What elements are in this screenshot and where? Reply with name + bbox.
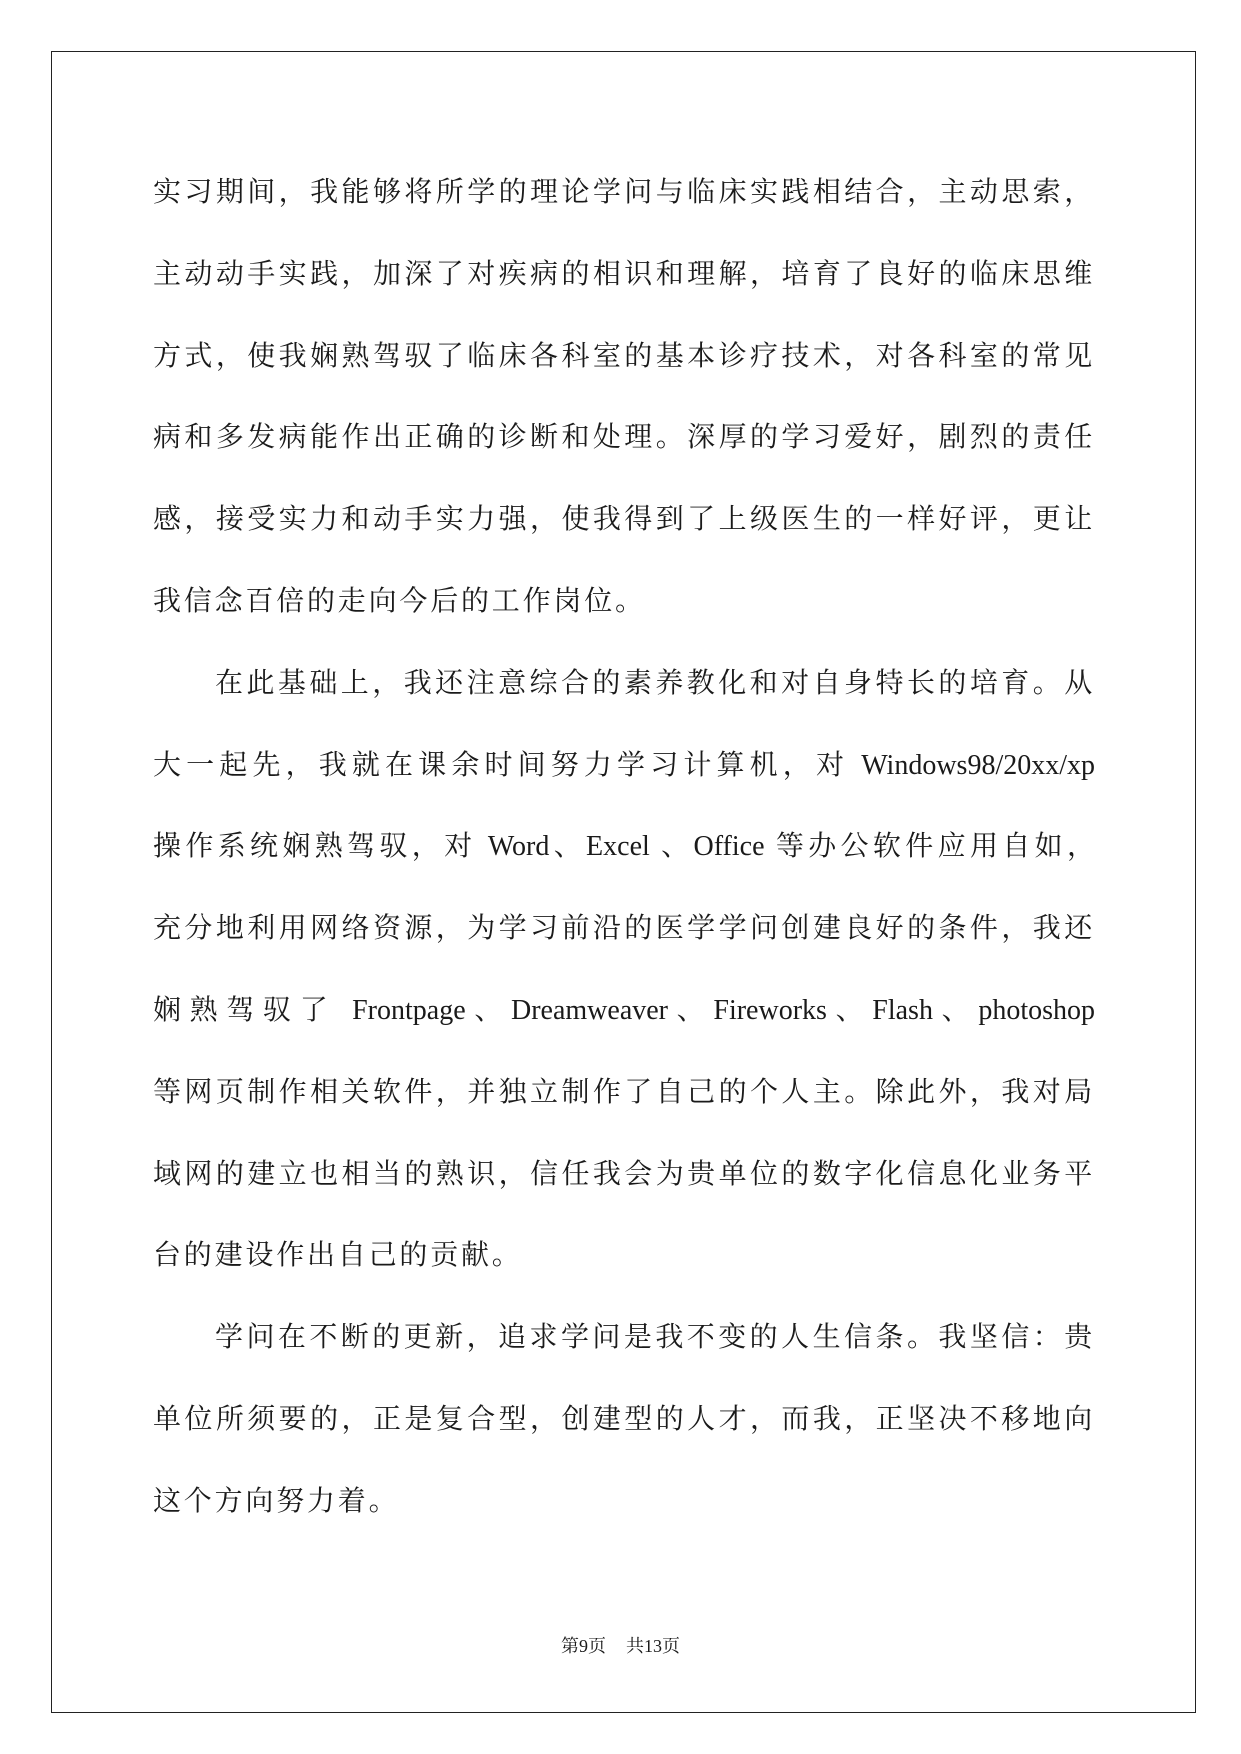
text-line: 娴熟驾驭了 Frontpage、Dreamweaver、Fireworks、Flash、photoshop [153, 994, 1095, 1026]
text-line: 在此基础上，我还注意综合的素养教化和对自身特长的培育。从 [215, 667, 1095, 699]
paragraph-3 [153, 1297, 1095, 1542]
document-body [153, 152, 1095, 1543]
text-line: 病和多发病能作出正确的诊断和处理。深厚的学习爱好，剧烈的责任 [153, 422, 1095, 454]
text-line: 学问在不断的更新，追求学问是我不变的人生信条。我坚信：贵 [215, 1322, 1095, 1354]
page-number: 第9页 [561, 1636, 606, 1656]
text-line: 主动动手实践，加深了对疾病的相识和理解，培育了良好的临床思维 [153, 258, 1095, 290]
text-line: 单位所须要的，正是复合型，创建型的人才，而我，正坚决不移地向 [153, 1403, 1095, 1435]
text-line: 方式，使我娴熟驾驭了临床各科室的基本诊疗技术，对各科室的常见 [153, 340, 1095, 372]
text-line: 充分地利用网络资源，为学习前沿的医学学问创建良好的条件，我还 [153, 913, 1095, 945]
page-footer [0, 1634, 1241, 1658]
text-line: 感，接受实力和动手实力强，使我得到了上级医生的一样好评，更让 [153, 504, 1095, 536]
text-line: 这个方向努力着。 [153, 1485, 400, 1517]
paragraph-1 [153, 152, 1095, 643]
text-line: 操作系统娴熟驾驭，对 Word、Excel 、Office 等办公软件应用自如， [153, 831, 1095, 863]
text-line: 我信念百倍的走向今后的工作岗位。 [153, 585, 646, 617]
text-line: 台的建设作出自己的贡献。 [153, 1240, 523, 1272]
text-line: 实习期间，我能够将所学的理论学问与临床实践相结合，主动思索， [153, 177, 1095, 208]
page-total: 共13页 [626, 1636, 680, 1656]
text-line: 大一起先，我就在课余时间努力学习计算机，对 Windows98/20xx/xp [153, 749, 1095, 781]
paragraph-2 [153, 643, 1095, 1297]
text-line: 域网的建立也相当的熟识，信任我会为贵单位的数字化信息化业务平 [153, 1158, 1095, 1190]
text-line: 等网页制作相关软件，并独立制作了自己的个人主。除此外，我对局 [153, 1076, 1095, 1108]
